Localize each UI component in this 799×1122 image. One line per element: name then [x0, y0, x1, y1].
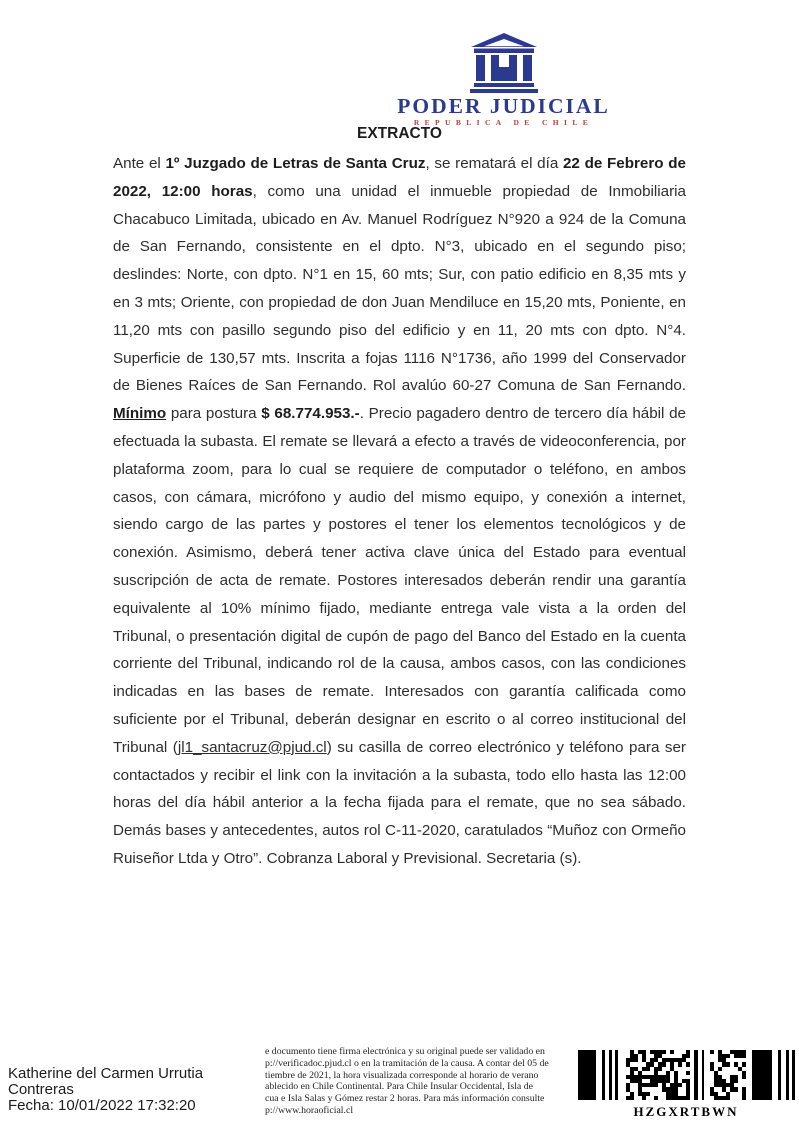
body-paragraph — [113, 150, 686, 873]
legal-line: cua e Isla Salas y Gómez restar 2 horas. Para más información consulte — [265, 1093, 545, 1105]
barcode-bar — [609, 1050, 612, 1100]
barcode-bar — [792, 1050, 795, 1100]
signer-name: Katherine del Carmen Urrutia Contreras — [8, 1065, 204, 1098]
poder-judicial-logo — [396, 33, 611, 127]
barcode-bar — [778, 1050, 781, 1100]
barcode-matrix — [710, 1050, 746, 1100]
barcode-bar — [615, 1050, 618, 1100]
barcode-bar — [602, 1050, 605, 1100]
legal-line: e documento tiene firma electrónica y su original puede ser validado en — [265, 1046, 545, 1057]
legal-line: tiembre de 2021, la hora visualizada corresponde al horario de verano — [265, 1069, 539, 1081]
barcode-bar — [786, 1050, 789, 1100]
barcode-matrix — [626, 1050, 690, 1100]
barcode-bar — [752, 1050, 772, 1100]
barcode-graphic — [578, 1050, 794, 1100]
logo-title: PODER JUDICIAL — [397, 94, 610, 118]
legal-line: ablecido en Chile Continental. Para Chile Insular Occidental, Isla de — [265, 1081, 533, 1093]
body-segment: $ 68.774.953.- — [261, 405, 360, 423]
signer-block — [8, 1066, 226, 1114]
logo-subtitle: REPUBLICA DE CHILE — [413, 118, 594, 127]
legal-notice — [265, 1046, 579, 1117]
temple-icon — [468, 33, 540, 93]
signer-date: Fecha: 10/01/2022 17:32:20 — [8, 1097, 196, 1114]
barcode-bar — [578, 1050, 596, 1100]
legal-line: p://verificadoc.pjud.cl o en la tramitación de la causa. A contar del 05 de — [265, 1057, 549, 1069]
document-heading: EXTRACTO — [357, 125, 442, 142]
legal-line: p://www.horaoficial.cl — [265, 1104, 354, 1116]
body-segment: 1º Juzgado de Letras de Santa Cruz — [165, 155, 426, 172]
barcode-code: HZGXRTBWN — [633, 1104, 739, 1119]
barcode-bar — [702, 1050, 704, 1100]
body-segment: ) su casilla de correo electrónico y teléfono para ser contactados y recibir el link con la invitación a la subasta, todo ello hasta las 12:00 horas del día hábil anterior a la fecha fijada para el remate, que no sea sábado. Demás bases y antecedentes, autos rol C-11-2020, caratulados “Muñoz con Ormeño Ruiseñor Ltda y Otro”. Cobranza Laboral y Previsional. Secretaria (s). — [113, 738, 686, 867]
body-segment: para postura — [166, 405, 262, 423]
body-segment: . Precio pagadero dentro de tercero día hábil de efectuada la subasta. El remate se llevará a efecto a través de videoconferencia, por plataforma zoom, para lo cual se requiere de computador o teléfono, en ambos casos, con cámara, micrófono y audio del mismo equipo, y conexión a internet, siendo cargo de las partes y postores el tener los elementos tecnológicos y de conexión. Asimismo, deberá tener activa clave única del Estado para eventual suscripción de acta de remate. Postores interesados deberán rendir una garantía equivalente al 10% mínimo fijado, mediante entrega vale vista a la orden del Tribunal, o presentación digital de cupón de pago del Banco del Estado en la cuenta corriente del Tribunal, indicando rol de la causa, ambos casos, con las condiciones indicadas en las bases de remate. Interesados con garantía calificada como suficiente por el Tribunal, deberán designar en escrito o al correo institucional del Tribunal ( — [113, 405, 686, 756]
body-segment: 22 de Febrero de 2022, 12:00 horas — [113, 155, 686, 200]
verification-barcode — [578, 1050, 794, 1120]
body-segment: Mínimo — [113, 405, 167, 423]
body-segment: , se rematará el día — [425, 155, 563, 172]
barcode-bar — [694, 1050, 698, 1100]
tribunal-email-link[interactable]: jl1_santacruz@pjud.cl — [177, 738, 327, 756]
body-segment: , como una unidad el inmueble propiedad de Inmobiliaria Chacabuco Limitada, ubicado en Av. Manuel Rodríguez N°920 a 924 de la Comuna de San Fernando, consistente en el dpto. N°3, ubicado en el segundo piso; deslindes: Norte, con dpto. N°1 en 15, 60 mts; Sur, con patio edificio en 8,35 mts y en 3 mts; Oriente, con propiedad de don Juan Mendiluce en 15,20 mts, Poniente, en 11,20 mts con pasillo segundo piso del edificio y en 11, 20 mts con dpto. N°4. Superficie de 130,57 mts. Inscrita a fojas 1116 N°1736, año 1999 del Conservador de Bienes Raíces de San Fernando. Rol avalúo 60-27 Comuna de San Fernando. — [113, 182, 686, 395]
body-segment: Ante el — [113, 155, 166, 172]
